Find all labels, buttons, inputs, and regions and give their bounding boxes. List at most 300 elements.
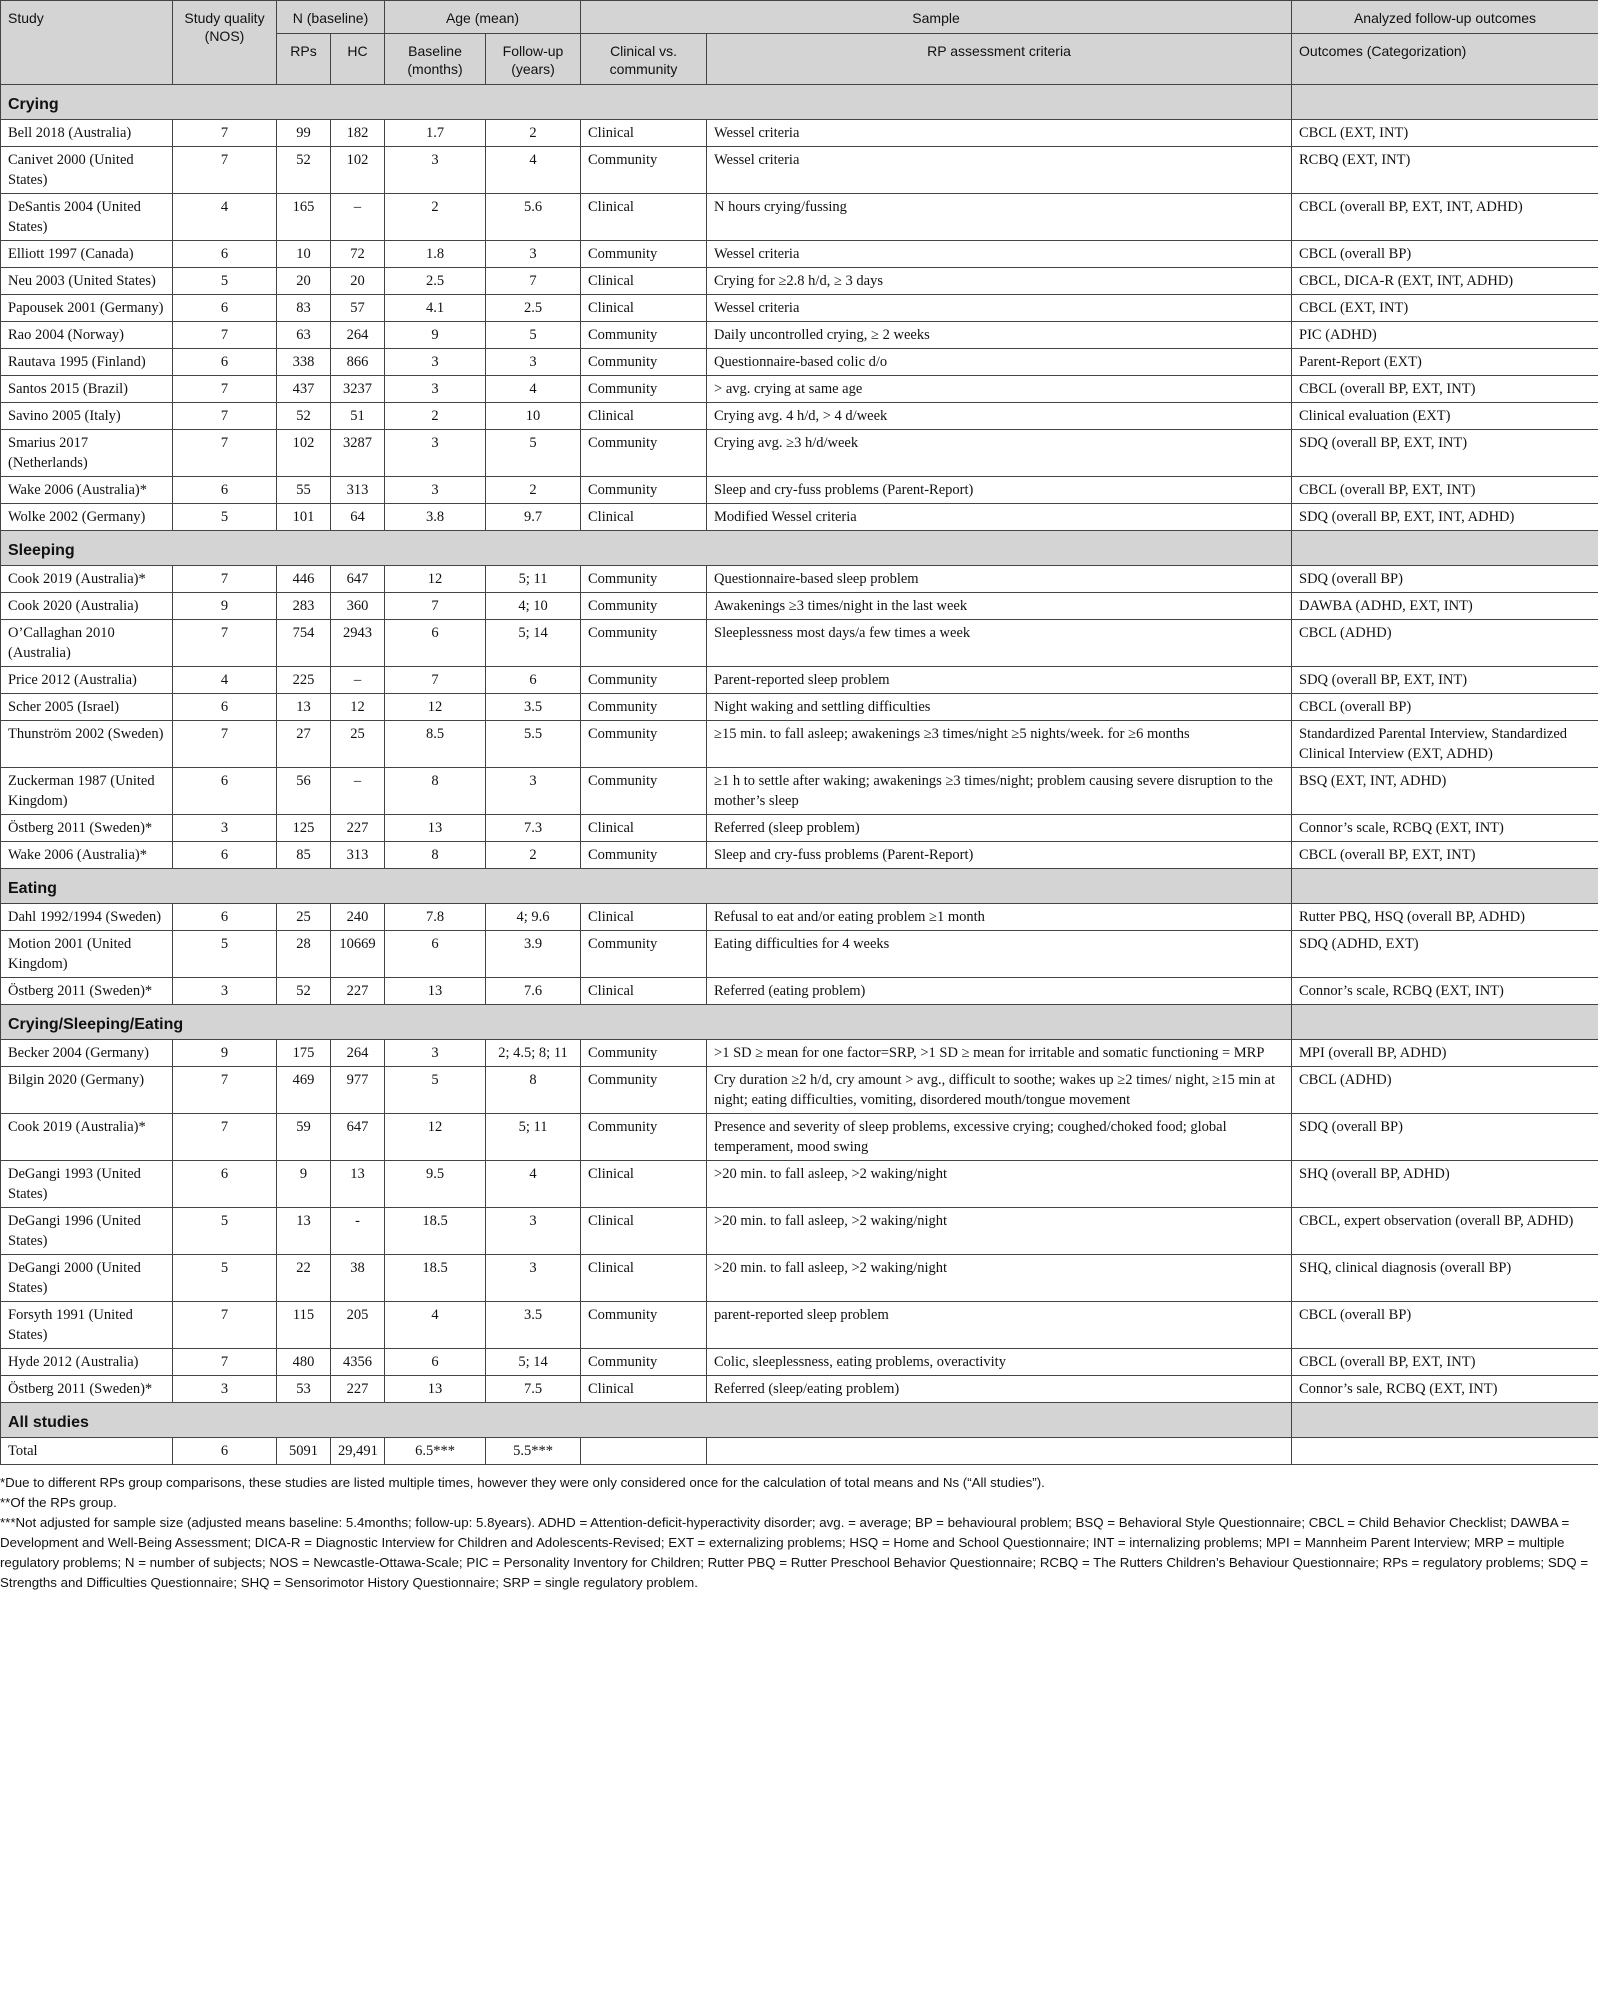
cell-outcomes: Standardized Parental Interview, Standardized Clinical Interview (EXT, ADHD) <box>1292 721 1598 768</box>
cell-followup: 5; 14 <box>486 620 581 667</box>
cell-criteria: Refusal to eat and/or eating problem ≥1 month <box>707 904 1292 931</box>
cell-setting: Clinical <box>581 1208 707 1255</box>
table-row <box>1 978 1598 1005</box>
cell-outcomes: CBCL (overall BP, EXT, INT) <box>1292 842 1598 869</box>
cell-setting: Community <box>581 322 707 349</box>
cell-rps: 25 <box>277 904 331 931</box>
table-row <box>1 1114 1598 1161</box>
header-study: Study <box>1 1 173 85</box>
cell-quality: 7 <box>173 1302 277 1349</box>
table-row <box>1 376 1598 403</box>
cell-baseline: 12 <box>385 566 486 593</box>
cell-rps: 99 <box>277 120 331 147</box>
cell-rps: 53 <box>277 1376 331 1403</box>
cell-outcomes: Clinical evaluation (EXT) <box>1292 403 1598 430</box>
cell-hc: 29,491 <box>331 1438 385 1465</box>
cell-criteria: Questionnaire-based colic d/o <box>707 349 1292 376</box>
cell-study: Wake 2006 (Australia)* <box>1 477 173 504</box>
cell-outcomes: Connor’s scale, RCBQ (EXT, INT) <box>1292 978 1598 1005</box>
cell-followup: 5 <box>486 322 581 349</box>
cell-study: Scher 2005 (Israel) <box>1 694 173 721</box>
cell-outcomes: BSQ (EXT, INT, ADHD) <box>1292 768 1598 815</box>
cell-followup: 2 <box>486 120 581 147</box>
cell-rps: 9 <box>277 1161 331 1208</box>
cell-study: Bilgin 2020 (Germany) <box>1 1067 173 1114</box>
cell-setting: Clinical <box>581 815 707 842</box>
cell-quality: 7 <box>173 147 277 194</box>
cell-rps: 22 <box>277 1255 331 1302</box>
cell-study: Hyde 2012 (Australia) <box>1 1349 173 1376</box>
cell-hc: – <box>331 194 385 241</box>
cell-study: Canivet 2000 (United States) <box>1 147 173 194</box>
header-n-baseline: N (baseline) <box>277 1 385 34</box>
cell-outcomes: CBCL (overall BP) <box>1292 694 1598 721</box>
cell-criteria: Crying avg. ≥3 h/d/week <box>707 430 1292 477</box>
cell-baseline: 3.8 <box>385 504 486 531</box>
cell-study: Papousek 2001 (Germany) <box>1 295 173 322</box>
cell-setting: Community <box>581 721 707 768</box>
cell-followup: 6 <box>486 667 581 694</box>
cell-rps: 469 <box>277 1067 331 1114</box>
cell-followup: 3 <box>486 1208 581 1255</box>
cell-baseline: 3 <box>385 477 486 504</box>
cell-quality: 3 <box>173 815 277 842</box>
table-row <box>1 403 1598 430</box>
cell-study: Zuckerman 1987 (United Kingdom) <box>1 768 173 815</box>
cell-baseline: 1.8 <box>385 241 486 268</box>
cell-outcomes: SDQ (ADHD, EXT) <box>1292 931 1598 978</box>
cell-quality: 5 <box>173 504 277 531</box>
table-row <box>1 620 1598 667</box>
cell-followup: 3.5 <box>486 694 581 721</box>
cell-criteria: Referred (sleep/eating problem) <box>707 1376 1292 1403</box>
cell-setting: Community <box>581 694 707 721</box>
cell-quality: 6 <box>173 842 277 869</box>
cell-hc: 647 <box>331 566 385 593</box>
cell-setting: Clinical <box>581 504 707 531</box>
cell-baseline: 18.5 <box>385 1255 486 1302</box>
section-header <box>1 1403 1598 1438</box>
cell-study: Wolke 2002 (Germany) <box>1 504 173 531</box>
cell-baseline: 8 <box>385 842 486 869</box>
cell-criteria: Wessel criteria <box>707 295 1292 322</box>
cell-setting: Community <box>581 768 707 815</box>
cell-baseline: 7 <box>385 593 486 620</box>
footnotes <box>0 1465 1598 1593</box>
cell-study: Wake 2006 (Australia)* <box>1 842 173 869</box>
cell-followup: 5; 11 <box>486 1114 581 1161</box>
cell-quality: 6 <box>173 768 277 815</box>
cell-outcomes: SDQ (overall BP, EXT, INT) <box>1292 430 1598 477</box>
cell-rps: 446 <box>277 566 331 593</box>
cell-study: Cook 2020 (Australia) <box>1 593 173 620</box>
cell-setting: Clinical <box>581 295 707 322</box>
cell-hc: 264 <box>331 1040 385 1067</box>
cell-criteria: > avg. crying at same age <box>707 376 1292 403</box>
cell-outcomes: CBCL (overall BP, EXT, INT) <box>1292 376 1598 403</box>
cell-quality: 6 <box>173 241 277 268</box>
cell-quality: 7 <box>173 430 277 477</box>
cell-setting: Community <box>581 241 707 268</box>
header-sample: Sample <box>581 1 1292 34</box>
section-header <box>1 1005 1598 1040</box>
cell-rps: 59 <box>277 1114 331 1161</box>
cell-hc: 227 <box>331 815 385 842</box>
cell-criteria: Crying avg. 4 h/d, > 4 d/week <box>707 403 1292 430</box>
cell-outcomes: CBCL (ADHD) <box>1292 1067 1598 1114</box>
section-title: Crying/Sleeping/Eating <box>1 1005 1292 1040</box>
header-age-mean: Age (mean) <box>385 1 581 34</box>
cell-setting: Clinical <box>581 268 707 295</box>
table-row <box>1 904 1598 931</box>
cell-study: Rao 2004 (Norway) <box>1 322 173 349</box>
cell-quality: 7 <box>173 322 277 349</box>
cell-setting: Community <box>581 376 707 403</box>
table-row <box>1 931 1598 978</box>
cell-outcomes: CBCL (EXT, INT) <box>1292 295 1598 322</box>
header-study-quality: Study quality (NOS) <box>173 1 277 85</box>
cell-followup: 7 <box>486 268 581 295</box>
cell-baseline: 7.8 <box>385 904 486 931</box>
cell-baseline: 12 <box>385 1114 486 1161</box>
cell-criteria: Daily uncontrolled crying, ≥ 2 weeks <box>707 322 1292 349</box>
cell-followup: 5.5*** <box>486 1438 581 1465</box>
cell-baseline: 2.5 <box>385 268 486 295</box>
cell-rps: 52 <box>277 147 331 194</box>
header-baseline: Baseline (months) <box>385 34 486 85</box>
cell-hc: 360 <box>331 593 385 620</box>
cell-outcomes: CBCL, expert observation (overall BP, ADHD) <box>1292 1208 1598 1255</box>
cell-quality: 6 <box>173 477 277 504</box>
cell-baseline: 8 <box>385 768 486 815</box>
cell-setting: Clinical <box>581 194 707 241</box>
cell-baseline: 13 <box>385 1376 486 1403</box>
table-row <box>1 349 1598 376</box>
cell-rps: 115 <box>277 1302 331 1349</box>
cell-followup: 5 <box>486 430 581 477</box>
cell-hc: 10669 <box>331 931 385 978</box>
cell-rps: 56 <box>277 768 331 815</box>
cell-quality: 3 <box>173 1376 277 1403</box>
section-header-cell <box>1292 85 1598 120</box>
table-row <box>1 842 1598 869</box>
cell-outcomes: DAWBA (ADHD, EXT, INT) <box>1292 593 1598 620</box>
cell-followup: 5.6 <box>486 194 581 241</box>
cell-criteria: N hours crying/fussing <box>707 194 1292 241</box>
cell-hc: 313 <box>331 842 385 869</box>
cell-hc: 182 <box>331 120 385 147</box>
cell-quality: 7 <box>173 620 277 667</box>
cell-rps: 437 <box>277 376 331 403</box>
cell-study: Total <box>1 1438 173 1465</box>
cell-followup: 7.3 <box>486 815 581 842</box>
cell-hc: 3237 <box>331 376 385 403</box>
cell-followup: 4; 9.6 <box>486 904 581 931</box>
cell-baseline: 4.1 <box>385 295 486 322</box>
cell-baseline: 9 <box>385 322 486 349</box>
cell-rps: 13 <box>277 1208 331 1255</box>
cell-baseline: 13 <box>385 815 486 842</box>
cell-outcomes: Rutter PBQ, HSQ (overall BP, ADHD) <box>1292 904 1598 931</box>
cell-followup: 5; 14 <box>486 1349 581 1376</box>
footnote: ***Not adjusted for sample size (adjusted means baseline: 5.4months; follow-up: 5.8years). ADHD = Attention-deficit-hyperactivity disorder; avg. = average; BP = behavioural problem; BSQ = Behavioral Style Questionnaire; CBCL = Child Behavior Checklist; DAWBA = Development and Well-Being Assessment; DICA-R = Diagnostic Interview for Children and Adolescents-Revised; EXT = externalizing problems; HSQ = Home and School Questionnaire; INT = internalizing problems; MPI = Mannheim Parent Interview; MRP = multiple regulatory problems; N = number of subjects; NOS = Newcastle-Ottawa-Scale; PIC = Personality Inventory for Children; Rutter PBQ = Rutter Preschool Behavior Questionnaire; RCBQ = The Rutters Children’s Behaviour Questionnaire; RPs = regulatory problems; SDQ = Strengths and Difficulties Questionnaire; SHQ = Sensorimotor History Questionnaire; SRP = single regulatory problem. <box>0 1515 1589 1590</box>
cell-quality: 7 <box>173 1067 277 1114</box>
cell-setting: Community <box>581 349 707 376</box>
cell-setting: Community <box>581 1302 707 1349</box>
cell-baseline: 3 <box>385 430 486 477</box>
table-row <box>1 1255 1598 1302</box>
cell-setting: Community <box>581 620 707 667</box>
cell-baseline: 2 <box>385 194 486 241</box>
cell-quality: 9 <box>173 593 277 620</box>
section-header <box>1 531 1598 566</box>
table-row <box>1 1349 1598 1376</box>
cell-baseline: 6 <box>385 931 486 978</box>
header-rp-criteria: RP assessment criteria <box>707 34 1292 85</box>
cell-hc: 64 <box>331 504 385 531</box>
cell-outcomes: CBCL (overall BP) <box>1292 1302 1598 1349</box>
cell-followup: 10 <box>486 403 581 430</box>
cell-criteria: >1 SD ≥ mean for one factor=SRP, >1 SD ≥ mean for irritable and somatic functioning = MRP <box>707 1040 1292 1067</box>
cell-rps: 102 <box>277 430 331 477</box>
cell-study: Östberg 2011 (Sweden)* <box>1 815 173 842</box>
cell-rps: 283 <box>277 593 331 620</box>
cell-hc: 866 <box>331 349 385 376</box>
cell-hc: 57 <box>331 295 385 322</box>
cell-rps: 13 <box>277 694 331 721</box>
cell-setting: Clinical <box>581 978 707 1005</box>
table-row <box>1 430 1598 477</box>
cell-criteria: Referred (eating problem) <box>707 978 1292 1005</box>
cell-criteria: Wessel criteria <box>707 120 1292 147</box>
section-header <box>1 869 1598 904</box>
section-header-cell <box>1292 1403 1598 1438</box>
cell-followup: 4 <box>486 147 581 194</box>
cell-setting <box>581 1438 707 1465</box>
cell-quality: 6 <box>173 904 277 931</box>
cell-baseline: 12 <box>385 694 486 721</box>
cell-outcomes <box>1292 1438 1598 1465</box>
cell-quality: 6 <box>173 1438 277 1465</box>
header-followup: Follow-up (years) <box>486 34 581 85</box>
cell-outcomes: CBCL (overall BP, EXT, INT) <box>1292 1349 1598 1376</box>
cell-quality: 6 <box>173 1161 277 1208</box>
cell-rps: 52 <box>277 978 331 1005</box>
cell-quality: 7 <box>173 566 277 593</box>
cell-rps: 165 <box>277 194 331 241</box>
cell-followup: 4; 10 <box>486 593 581 620</box>
table-row <box>1 1208 1598 1255</box>
table-row <box>1 1040 1598 1067</box>
header-hc: HC <box>331 34 385 85</box>
cell-criteria: ≥15 min. to fall asleep; awakenings ≥3 times/night ≥5 nights/week. for ≥6 months <box>707 721 1292 768</box>
cell-outcomes: CBCL (ADHD) <box>1292 620 1598 667</box>
cell-quality: 4 <box>173 194 277 241</box>
header-rps: RPs <box>277 34 331 85</box>
cell-criteria: Sleeplessness most days/a few times a week <box>707 620 1292 667</box>
cell-criteria: Questionnaire-based sleep problem <box>707 566 1292 593</box>
cell-baseline: 5 <box>385 1067 486 1114</box>
cell-criteria: Modified Wessel criteria <box>707 504 1292 531</box>
section-title: Sleeping <box>1 531 1292 566</box>
cell-study: Savino 2005 (Italy) <box>1 403 173 430</box>
cell-outcomes: SDQ (overall BP, EXT, INT, ADHD) <box>1292 504 1598 531</box>
cell-criteria: Sleep and cry-fuss problems (Parent-Report) <box>707 477 1292 504</box>
cell-followup: 2 <box>486 477 581 504</box>
cell-followup: 4 <box>486 376 581 403</box>
cell-quality: 5 <box>173 1255 277 1302</box>
table-row <box>1 504 1598 531</box>
cell-hc: 102 <box>331 147 385 194</box>
cell-rps: 83 <box>277 295 331 322</box>
cell-followup: 5.5 <box>486 721 581 768</box>
cell-hc: 12 <box>331 694 385 721</box>
cell-setting: Community <box>581 1067 707 1114</box>
table-row <box>1 322 1598 349</box>
cell-followup: 2; 4.5; 8; 11 <box>486 1040 581 1067</box>
cell-quality: 6 <box>173 349 277 376</box>
cell-quality: 3 <box>173 978 277 1005</box>
cell-quality: 7 <box>173 376 277 403</box>
cell-hc: 647 <box>331 1114 385 1161</box>
cell-rps: 20 <box>277 268 331 295</box>
table-row <box>1 1302 1598 1349</box>
cell-baseline: 2 <box>385 403 486 430</box>
table-header <box>1 1 1598 85</box>
cell-quality: 5 <box>173 268 277 295</box>
table-row <box>1 593 1598 620</box>
cell-rps: 5091 <box>277 1438 331 1465</box>
cell-quality: 7 <box>173 120 277 147</box>
cell-baseline: 4 <box>385 1302 486 1349</box>
cell-criteria: parent-reported sleep problem <box>707 1302 1292 1349</box>
cell-outcomes: Connor’s sale, RCBQ (EXT, INT) <box>1292 1376 1598 1403</box>
cell-study: DeGangi 1996 (United States) <box>1 1208 173 1255</box>
cell-rps: 754 <box>277 620 331 667</box>
table-row <box>1 147 1598 194</box>
cell-outcomes: PIC (ADHD) <box>1292 322 1598 349</box>
cell-criteria: Colic, sleeplessness, eating problems, overactivity <box>707 1349 1292 1376</box>
cell-followup: 5; 11 <box>486 566 581 593</box>
footnote: **Of the RPs group. <box>0 1495 117 1510</box>
cell-outcomes: SDQ (overall BP) <box>1292 1114 1598 1161</box>
cell-followup: 4 <box>486 1161 581 1208</box>
cell-hc: 20 <box>331 268 385 295</box>
cell-study: Neu 2003 (United States) <box>1 268 173 295</box>
cell-hc: 13 <box>331 1161 385 1208</box>
cell-criteria: Presence and severity of sleep problems, excessive crying; coughed/choked food; global temperament, mood swing <box>707 1114 1292 1161</box>
table-row <box>1 1376 1598 1403</box>
table-row <box>1 120 1598 147</box>
section-title: All studies <box>1 1403 1292 1438</box>
cell-baseline: 3 <box>385 147 486 194</box>
cell-quality: 7 <box>173 721 277 768</box>
cell-hc: - <box>331 1208 385 1255</box>
cell-study: Thunström 2002 (Sweden) <box>1 721 173 768</box>
cell-study: Santos 2015 (Brazil) <box>1 376 173 403</box>
cell-setting: Clinical <box>581 1376 707 1403</box>
cell-hc: – <box>331 667 385 694</box>
cell-followup: 3 <box>486 768 581 815</box>
cell-study: Motion 2001 (United Kingdom) <box>1 931 173 978</box>
cell-baseline: 3 <box>385 376 486 403</box>
cell-criteria: Referred (sleep problem) <box>707 815 1292 842</box>
cell-study: Dahl 1992/1994 (Sweden) <box>1 904 173 931</box>
table-row <box>1 815 1598 842</box>
table-row <box>1 694 1598 721</box>
cell-baseline: 6.5*** <box>385 1438 486 1465</box>
cell-quality: 7 <box>173 403 277 430</box>
table-row <box>1 1161 1598 1208</box>
cell-baseline: 18.5 <box>385 1208 486 1255</box>
cell-criteria: Cry duration ≥2 h/d, cry amount > avg., difficult to soothe; wakes up ≥2 times/ night, ≥15 min at night; eating difficulties, vomiting, disordered mouth/tongue movement <box>707 1067 1292 1114</box>
cell-outcomes: Parent-Report (EXT) <box>1292 349 1598 376</box>
cell-criteria: >20 min. to fall asleep, >2 waking/night <box>707 1161 1292 1208</box>
cell-baseline: 13 <box>385 978 486 1005</box>
cell-followup: 3.5 <box>486 1302 581 1349</box>
cell-outcomes: SDQ (overall BP) <box>1292 566 1598 593</box>
cell-setting: Community <box>581 1114 707 1161</box>
table-row <box>1 241 1598 268</box>
cell-study: Forsyth 1991 (United States) <box>1 1302 173 1349</box>
cell-criteria: Sleep and cry-fuss problems (Parent-Report) <box>707 842 1292 869</box>
cell-rps: 175 <box>277 1040 331 1067</box>
cell-followup: 7.6 <box>486 978 581 1005</box>
cell-hc: 2943 <box>331 620 385 667</box>
cell-hc: 51 <box>331 403 385 430</box>
table-body <box>1 85 1598 1465</box>
cell-hc: 240 <box>331 904 385 931</box>
cell-baseline: 6 <box>385 620 486 667</box>
table-row <box>1 295 1598 322</box>
cell-hc: – <box>331 768 385 815</box>
cell-criteria: Night waking and settling difficulties <box>707 694 1292 721</box>
cell-hc: 977 <box>331 1067 385 1114</box>
header-outcomes: Outcomes (Categorization) <box>1292 34 1598 85</box>
table-row <box>1 268 1598 295</box>
cell-hc: 205 <box>331 1302 385 1349</box>
cell-study: Smarius 2017 (Netherlands) <box>1 430 173 477</box>
cell-baseline: 8.5 <box>385 721 486 768</box>
table-row <box>1 721 1598 768</box>
footnote: *Due to different RPs group comparisons, these studies are listed multiple times, however they were only considered once for the calculation of total means and Ns (“All studies”). <box>0 1475 1045 1490</box>
cell-quality: 9 <box>173 1040 277 1067</box>
cell-followup: 9.7 <box>486 504 581 531</box>
cell-hc: 4356 <box>331 1349 385 1376</box>
table-row <box>1 1438 1598 1465</box>
cell-quality: 5 <box>173 1208 277 1255</box>
cell-study: Rautava 1995 (Finland) <box>1 349 173 376</box>
cell-baseline: 3 <box>385 349 486 376</box>
cell-rps: 27 <box>277 721 331 768</box>
cell-rps: 338 <box>277 349 331 376</box>
cell-outcomes: CBCL (overall BP, EXT, INT) <box>1292 477 1598 504</box>
cell-criteria: ≥1 h to settle after waking; awakenings ≥3 times/night; problem causing severe disruption to the mother’s sleep <box>707 768 1292 815</box>
cell-setting: Community <box>581 842 707 869</box>
cell-outcomes: SDQ (overall BP, EXT, INT) <box>1292 667 1598 694</box>
cell-quality: 6 <box>173 694 277 721</box>
cell-setting: Clinical <box>581 120 707 147</box>
table-row <box>1 667 1598 694</box>
cell-criteria: Eating difficulties for 4 weeks <box>707 931 1292 978</box>
cell-hc: 25 <box>331 721 385 768</box>
cell-criteria: Awakenings ≥3 times/night in the last week <box>707 593 1292 620</box>
cell-criteria: Parent-reported sleep problem <box>707 667 1292 694</box>
cell-followup: 3 <box>486 1255 581 1302</box>
cell-hc: 72 <box>331 241 385 268</box>
cell-study: O’Callaghan 2010 (Australia) <box>1 620 173 667</box>
cell-setting: Community <box>581 931 707 978</box>
